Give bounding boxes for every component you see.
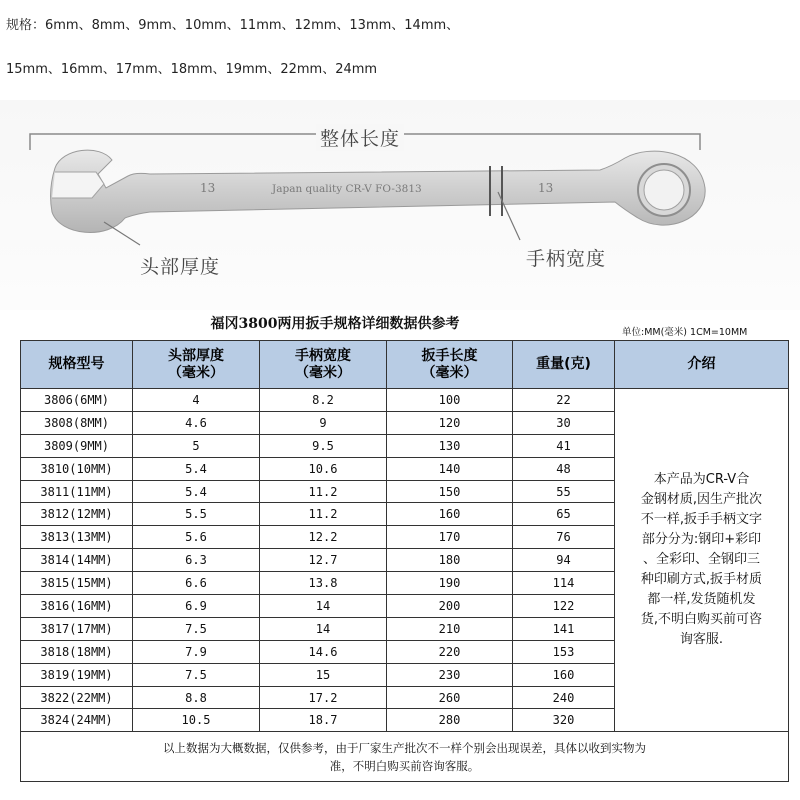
cell-weight: 160 [513,663,615,686]
cell-weight: 30 [513,411,615,434]
cell-model: 3819(19MM) [21,663,133,686]
intro-line: 不一样,扳手手柄文字 [640,512,763,528]
cell-model: 3813(13MM) [21,526,133,549]
cell-model: 3822(22MM) [21,686,133,709]
footnote-line: 准，不明白购买前咨询客服。 [329,758,480,773]
intro-line: 都一样,发货随机发 [647,592,756,608]
header-intro: 介绍 [615,341,789,389]
cell-head: 8.8 [133,686,260,709]
cell-head: 4.6 [133,411,260,434]
intro-line: 部分分为:钢印+彩印 [641,532,762,548]
product-intro [615,389,789,732]
cell-model: 3806(6MM) [21,389,133,412]
cell-head: 7.5 [133,663,260,686]
cell-length: 220 [387,640,513,663]
cell-handle: 8.2 [260,389,387,412]
cell-handle: 12.7 [260,549,387,572]
intro-line: 金钢材质,因生产批次 [640,492,763,508]
cell-head: 5.4 [133,480,260,503]
cell-handle: 18.7 [260,709,387,732]
cell-length: 150 [387,480,513,503]
cell-handle: 13.8 [260,572,387,595]
wrench-stamp-right: 13 [538,181,554,195]
cell-weight: 94 [513,549,615,572]
spec-table [20,340,789,782]
cell-model: 3810(10MM) [21,457,133,480]
cell-weight: 48 [513,457,615,480]
cell-weight: 22 [513,389,615,412]
cell-handle: 14 [260,595,387,618]
cell-model: 3816(16MM) [21,595,133,618]
spec-sizes-line-1: 规格：6mm、8mm、9mm、10mm、11mm、12mm、13mm、14mm、 [6,18,460,33]
cell-weight: 76 [513,526,615,549]
cell-handle: 14 [260,617,387,640]
cell-model: 3815(15MM) [21,572,133,595]
cell-length: 260 [387,686,513,709]
footnote-row [21,732,789,782]
cell-weight: 240 [513,686,615,709]
cell-head: 5.5 [133,503,260,526]
head-thickness-label: 头部厚度 [140,256,221,278]
cell-length: 280 [387,709,513,732]
cell-weight: 55 [513,480,615,503]
cell-model: 3814(14MM) [21,549,133,572]
ring-end-inner [644,170,684,210]
cell-handle: 17.2 [260,686,387,709]
wrench-diagram [0,100,800,310]
cell-weight: 65 [513,503,615,526]
cell-length: 230 [387,663,513,686]
footnote [21,732,789,782]
cell-head: 7.5 [133,617,260,640]
cell-weight: 122 [513,595,615,618]
cell-weight: 41 [513,434,615,457]
cell-length: 200 [387,595,513,618]
cell-length: 120 [387,411,513,434]
table-header-row [21,341,789,389]
header-weight: 重量(克) [513,341,615,389]
cell-head: 6.9 [133,595,260,618]
header-head-thickness: 头部厚度 （毫米） [133,341,260,389]
spec-sizes-line-2: 15mm、16mm、17mm、18mm、19mm、22mm、24mm [6,62,378,77]
cell-handle: 11.2 [260,480,387,503]
cell-handle: 9.5 [260,434,387,457]
cell-length: 210 [387,617,513,640]
intro-line: 、全彩印、全钢印三 [642,552,760,568]
table-row [21,389,789,412]
cell-length: 130 [387,434,513,457]
cell-handle: 12.2 [260,526,387,549]
cell-length: 100 [387,389,513,412]
cell-model: 3809(9MM) [21,434,133,457]
cell-length: 140 [387,457,513,480]
intro-line: 种印刷方式,扳手材质 [640,572,763,588]
cell-head: 5 [133,434,260,457]
cell-handle: 14.6 [260,640,387,663]
cell-model: 3817(17MM) [21,617,133,640]
cell-handle: 15 [260,663,387,686]
cell-head: 4 [133,389,260,412]
intro-line: 本产品为CR-V合 [653,472,750,488]
cell-model: 3811(11MM) [21,480,133,503]
cell-length: 190 [387,572,513,595]
wrench-stamp-middle: Japan quality CR-V FO-3813 [272,183,422,195]
cell-head: 5.4 [133,457,260,480]
cell-head: 5.6 [133,526,260,549]
cell-weight: 141 [513,617,615,640]
header-model: 规格型号 [21,341,133,389]
cell-head: 10.5 [133,709,260,732]
cell-handle: 9 [260,411,387,434]
overall-length-label: 整体长度 [316,124,404,151]
header-handle-width: 手柄宽度 （毫米） [260,341,387,389]
cell-weight: 114 [513,572,615,595]
cell-model: 3808(8MM) [21,411,133,434]
header-length: 扳手长度 （毫米） [387,341,513,389]
wrench-stamp-left: 13 [200,181,216,195]
cell-handle: 11.2 [260,503,387,526]
cell-weight: 153 [513,640,615,663]
intro-line: 询客服. [679,632,724,648]
cell-handle: 10.6 [260,457,387,480]
cell-length: 160 [387,503,513,526]
cell-model: 3812(12MM) [21,503,133,526]
cell-model: 3824(24MM) [21,709,133,732]
intro-line: 货,不明白购买前可咨 [640,612,763,628]
unit-note: 单位:MM(毫米) 1CM=10MM [622,327,748,338]
handle-width-label: 手柄宽度 [526,248,607,270]
footnote-line: 以上数据为大概数据，仅供参考，由于厂家生产批次不一样个别会出现误差，具体以收到实物为 [163,740,646,755]
cell-weight: 320 [513,709,615,732]
cell-length: 170 [387,526,513,549]
table-title: 福冈3800两用扳手规格详细数据供参考 [210,316,460,332]
cell-model: 3818(18MM) [21,640,133,663]
cell-length: 180 [387,549,513,572]
cell-head: 6.3 [133,549,260,572]
cell-head: 7.9 [133,640,260,663]
cell-head: 6.6 [133,572,260,595]
